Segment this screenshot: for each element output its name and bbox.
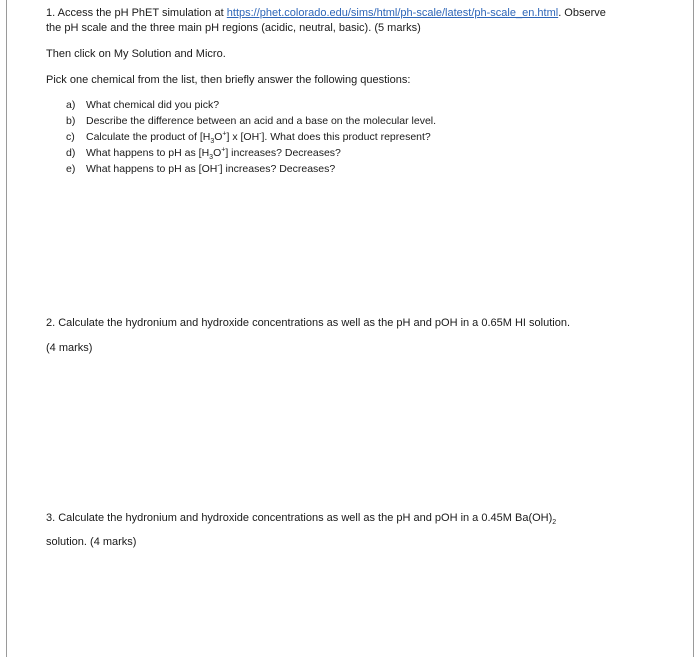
q1-line1 [46,6,606,20]
page-border-right [693,0,694,657]
q3-line1-text: 3. Calculate the hydronium and hydroxide concentrations as well as the pH and pOH in a 0.45M Ba(OH) [46,512,553,524]
q2-line2: (4 marks) [46,342,93,354]
page-border-left [6,0,7,657]
phet-link[interactable]: https://phet.colorado.edu/sims/html/ph-scale/latest/ph-scale_en.html [226,7,559,19]
subquestion-b: b) Describe the difference between an acid and a base on the molecular level. [66,115,437,127]
subquestion-d: d) What happens to pH as $[H_3O^+]$ increases? Decreases? [66,146,341,162]
subquestion-e: e) What happens to pH as [OH-] increases? Decreases? [66,162,336,175]
q3-subscript: 2 [552,519,557,527]
q3-line1 [46,511,556,525]
q1-line2: the pH scale and the three main pH regions (acidic, neutral, basic). (5 marks) [46,22,421,34]
q1-instruction1: Then click on My Solution and Micro. [46,48,226,60]
q1-line1-suffix: . Observe [558,7,606,19]
q1-subquestion-list [66,97,436,177]
subquestion-a: a) What chemical did you pick? [66,99,220,111]
q1-instruction2: Pick one chemical from the list, then briefly answer the following questions: [46,74,411,86]
q1-line1-prefix: 1. Access the pH PhET simulation at [46,7,227,19]
q2-line1: 2. Calculate the hydronium and hydroxide concentrations as well as the pH and pOH in a 0.65M HI solution. [46,317,571,329]
subquestion-c: c) Calculate the product of $[H_3O^+]$ x [OH-]. What does this product represent? [66,130,431,146]
q3-line2: solution. (4 marks) [46,536,137,548]
